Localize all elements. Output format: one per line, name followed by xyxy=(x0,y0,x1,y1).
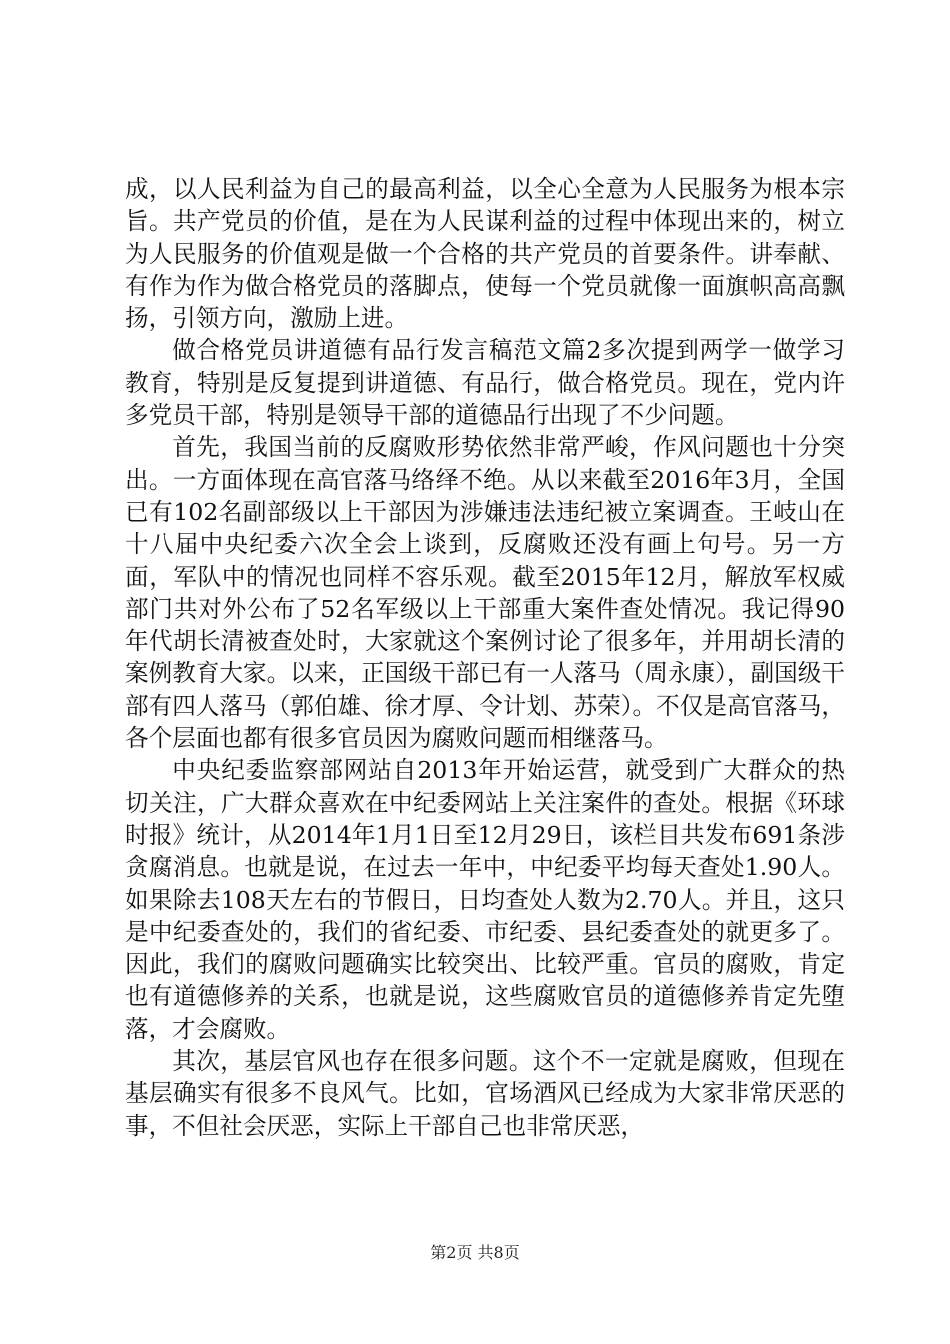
paragraph: 首先，我国当前的反腐败形势依然非常严峻，作风问题也十分突出。一方面体现在高官落马络绎不绝。从以来截至2016年3月，全国已有102名副部级以上干部因为涉嫌违法违纪被立案调查。王岐山在十八届中央纪委六次全会上谈到，反腐败还没有画上句号。另一方面，军队中的情况也同样不容乐观。截至2015年12月，解放军权威部门共对外公布了52名军级以上干部重大案件查处情况。我记得90年代胡长清被查处时，大家就这个案例讨论了很多年，并用胡长清的案例教育大家。以来，正国级干部已有一人落马（周永康），副国级干部有四人落马（郭伯雄、徐才厚、令计划、苏荣）。不仅是高官落马，各个层面也都有很多官员因为腐败问题而相继落马。 xyxy=(125,433,845,753)
paragraph: 其次，基层官风也存在很多问题。这个不一定就是腐败，但现在基层确实有很多不良风气。比如，官场酒风已经成为大家非常厌恶的事，不但社会厌恶，实际上干部自己也非常厌恶， xyxy=(125,1047,845,1140)
document-body xyxy=(125,173,845,1142)
paragraph: 中央纪委监察部网站自2013年开始运营，就受到广大群众的热切关注，广大群众喜欢在中纪委网站上关注案件的查处。根据《环球时报》统计，从2014年1月1日至12月29日，该栏目共发布691条涉贪腐消息。也就是说，在过去一年中，中纪委平均每天查处1.90人。如果除去108天左右的节假日，日均查处人数为2.70人。并且，这只是中纪委查处的，我们的省纪委、市纪委、县纪委查处的就更多了。因此，我们的腐败问题确实比较突出、比较严重。官员的腐败，肯定也有道德修养的关系，也就是说，这些腐败官员的道德修养肯定先堕落，才会腐败。 xyxy=(125,756,845,1043)
paragraph: 成，以人民利益为自己的最高利益，以全心全意为人民服务为根本宗旨。共产党员的价值，是在为人民谋利益的过程中体现出来的，树立为人民服务的价值观是做一个合格的共产党员的首要条件。讲奉献、有作为作为做合格党员的落脚点，使每一个党员就像一面旗帜高高飘扬，引领方向，激励上进。 xyxy=(125,175,845,333)
page-number-footer: 第2页 共8页 xyxy=(430,1243,520,1262)
paragraph: 做合格党员讲道德有品行发言稿范文篇2多次提到两学一做学习教育，特别是反复提到讲道德、有品行，做合格党员。现在，党内许多党员干部，特别是领导干部的道德品行出现了不少问题。 xyxy=(125,336,845,430)
